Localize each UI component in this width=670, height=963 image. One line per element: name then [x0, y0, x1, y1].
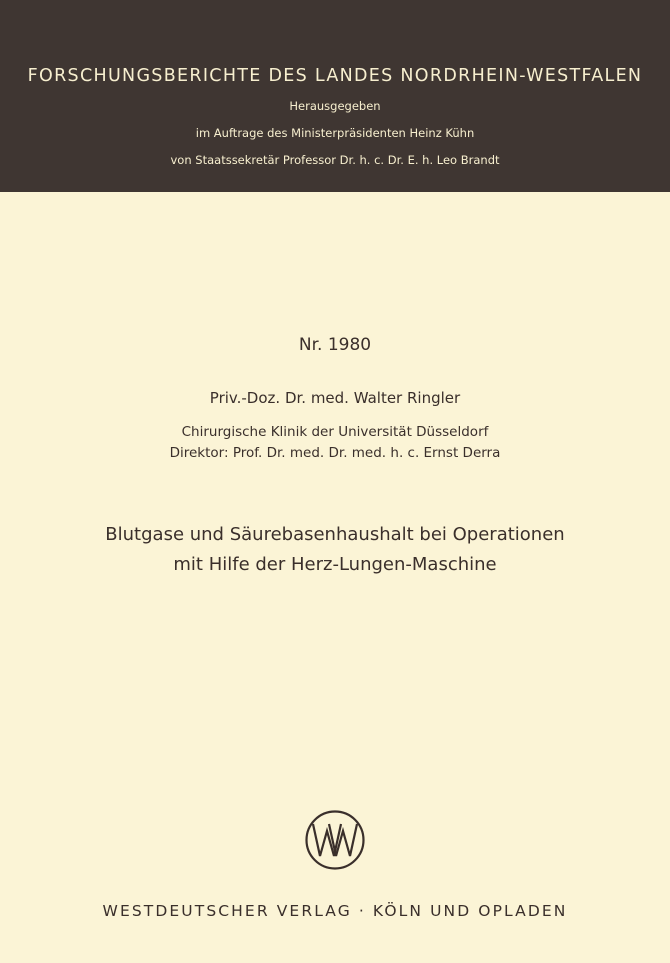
header-band [0, 0, 670, 192]
author-name: Priv.-Doz. Dr. med. Walter Ringler [209, 389, 461, 407]
editor-line-1: Herausgegeben [289, 99, 381, 113]
report-number: Nr. 1980 [298, 335, 372, 355]
publisher-ww-logo-icon [304, 809, 366, 871]
title-line-2: mit Hilfe der Herz-Lungen-Maschine [173, 554, 497, 575]
series-title: FORSCHUNGSBERICHTE DES LANDES NORDRHEIN-WESTFALEN [27, 66, 643, 86]
title-line-1: Blutgase und Säurebasenhaushalt bei Operationen [105, 524, 565, 545]
publisher-imprint: WESTDEUTSCHER VERLAG · KÖLN UND OPLADEN [102, 902, 568, 920]
institution-line-2: Direktor: Prof. Dr. med. Dr. med. h. c. Ernst Derra [169, 445, 501, 461]
editor-line-2: im Auftrage des Ministerpräsidenten Heinz Kühn [195, 126, 475, 140]
editor-line-3: von Staatssekretär Professor Dr. h. c. Dr. E. h. Leo Brandt [170, 153, 500, 167]
institution-line-1: Chirurgische Klinik der Universität Düsseldorf [181, 424, 489, 440]
